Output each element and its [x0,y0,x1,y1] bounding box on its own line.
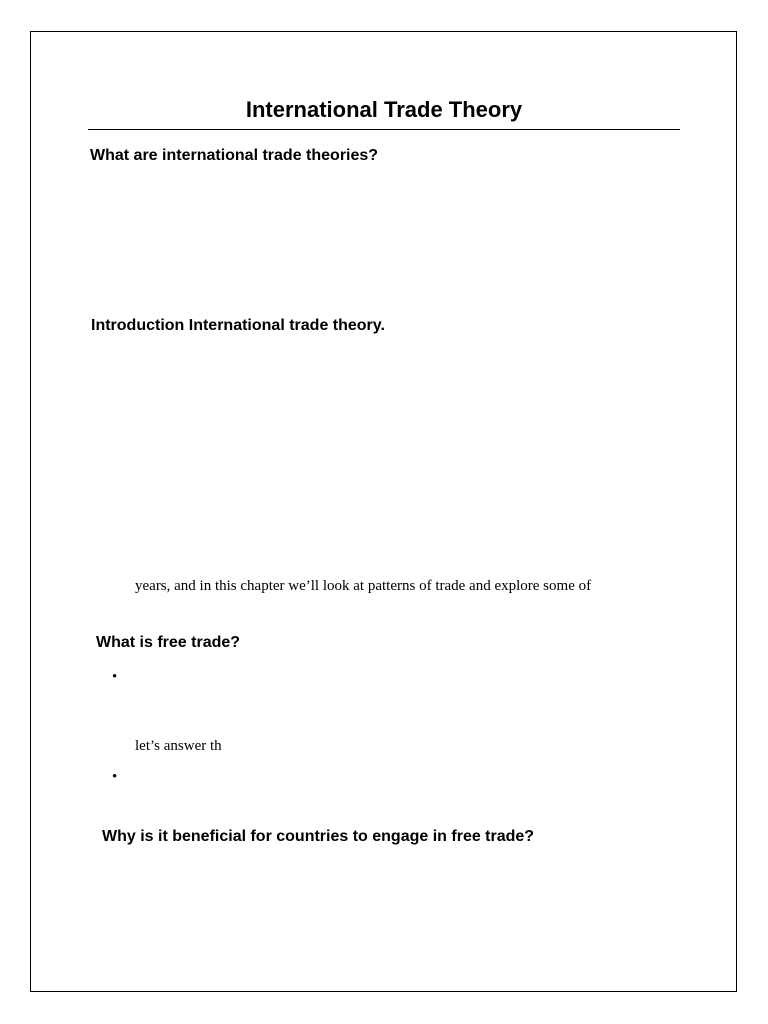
heading-why-free-trade-beneficial: Why is it beneficial for countries to engage in free trade? [102,828,535,845]
document-page [30,31,737,992]
heading-what-is-free-trade: What is free trade? [96,634,241,651]
heading-introduction: Introduction International trade theory. [91,317,385,334]
paragraph-text-fragment: years, and in this chapter we’ll look at patterns of trade and explore some of [135,578,592,594]
heading-what-are-trade-theories: What are international trade theories? [90,147,379,164]
bullet-point: • [112,669,118,685]
document-title: International Trade Theory [245,97,523,122]
paragraph-text-fragment: let’s answer th [135,738,222,754]
bullet-point: • [112,769,118,785]
title-underline-divider [88,129,680,130]
